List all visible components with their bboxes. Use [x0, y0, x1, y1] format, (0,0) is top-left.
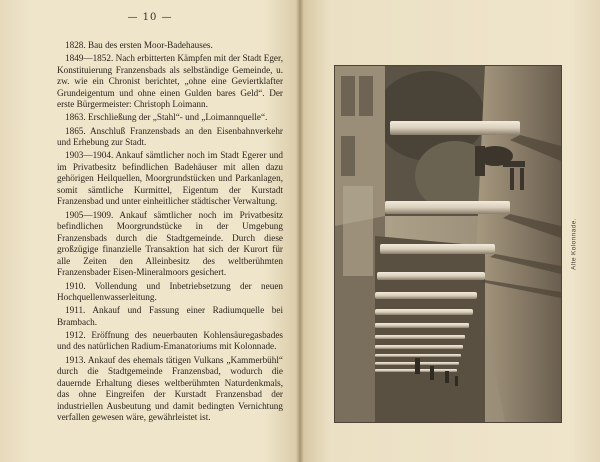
- chronicle-entry-1905: 1905—1909. Ankauf sämtlicher noch im Privatbesitz befindlichen Moorgrundstücke in der Umgebung Franzensbads durch die Stadtgemeinde. Durch diese großzügige finanzielle Transaktion hat sich der Kurort für alle Zeiten den Alleinbesitz des weltberühmten Franzensbader Eisen-Mineralmoors gesichert.: [57, 209, 283, 278]
- chronicle-entry-1912: 1912. Eröffnung des neuerbauten Kohlensäuregasbades und des natürlichen Radium-Emanatoriums mit Kolonnade.: [57, 329, 283, 352]
- chronicle-entry-1911: 1911. Ankauf und Fassung einer Radiumquelle bei Brambach.: [57, 305, 283, 327]
- page-number: — 10 —: [127, 12, 173, 23]
- chronicle-entry-1863: 1863. Erschließung der „Stahl“- und „Loimannquelle“.: [65, 112, 268, 123]
- chronicle-entry-1849: 1849—1852. Nach erbitterten Kämpfen mit der Stadt Eger, Konstituierung Franzensbads als selbständige Gemeinde, u. zw. wie ein Chronist berichtet, „ohne eine Geviertklafter Grundeigentum und ohne einen Gulden bares Geld“. Der erste Bürgermeister: Christoph Loimann.: [57, 53, 283, 110]
- book-gutter: [296, 0, 304, 462]
- chronicle-entry-1903: 1903—1904. Ankauf sämtlicher noch im Stadt Egerer und im Privatbesitz befindlichen Badehäuser mit allen dazu gehörigen Heilquellen, Moorgrundstücken und Parkanlagen, somit sämtliche Kurmittel, Eigentum der Kurstadt Franzensbad und unter einheitlicher städtischer Verwaltung.: [57, 150, 283, 207]
- chronicle-entry-1828: 1828. Bau des ersten Moor-Badehauses.: [65, 40, 213, 50]
- photo-caption: Alte Kolonnade.: [570, 218, 578, 270]
- colonnade-photograph: [335, 66, 561, 422]
- chronicle-entry-1913: 1913. Ankauf des ehemals tätigen Vulkans „Kammerbühl“ durch die Stadtgemeinde Franzensbad, wodurch die dauernde Erhaltung dieses weltberühmten Naturdenkmals, das ohne Eingreifen der Kurstadt Franzensbad der industriellen Ausbeutung und damit bedingten Vernichtung verfallen gewesen wäre, gewährleistet ist.: [57, 354, 283, 423]
- chronicle-entry-1910: 1910. Vollendung und Inbetriebsetzung der neuen Hochquellenwasserleitung.: [57, 280, 283, 303]
- chronicle-text: [57, 40, 283, 425]
- chronicle-entry-1865: 1865. Anschluß Franzensbads an den Eisenbahnverkehr und Erhebung zur Stadt.: [57, 125, 283, 148]
